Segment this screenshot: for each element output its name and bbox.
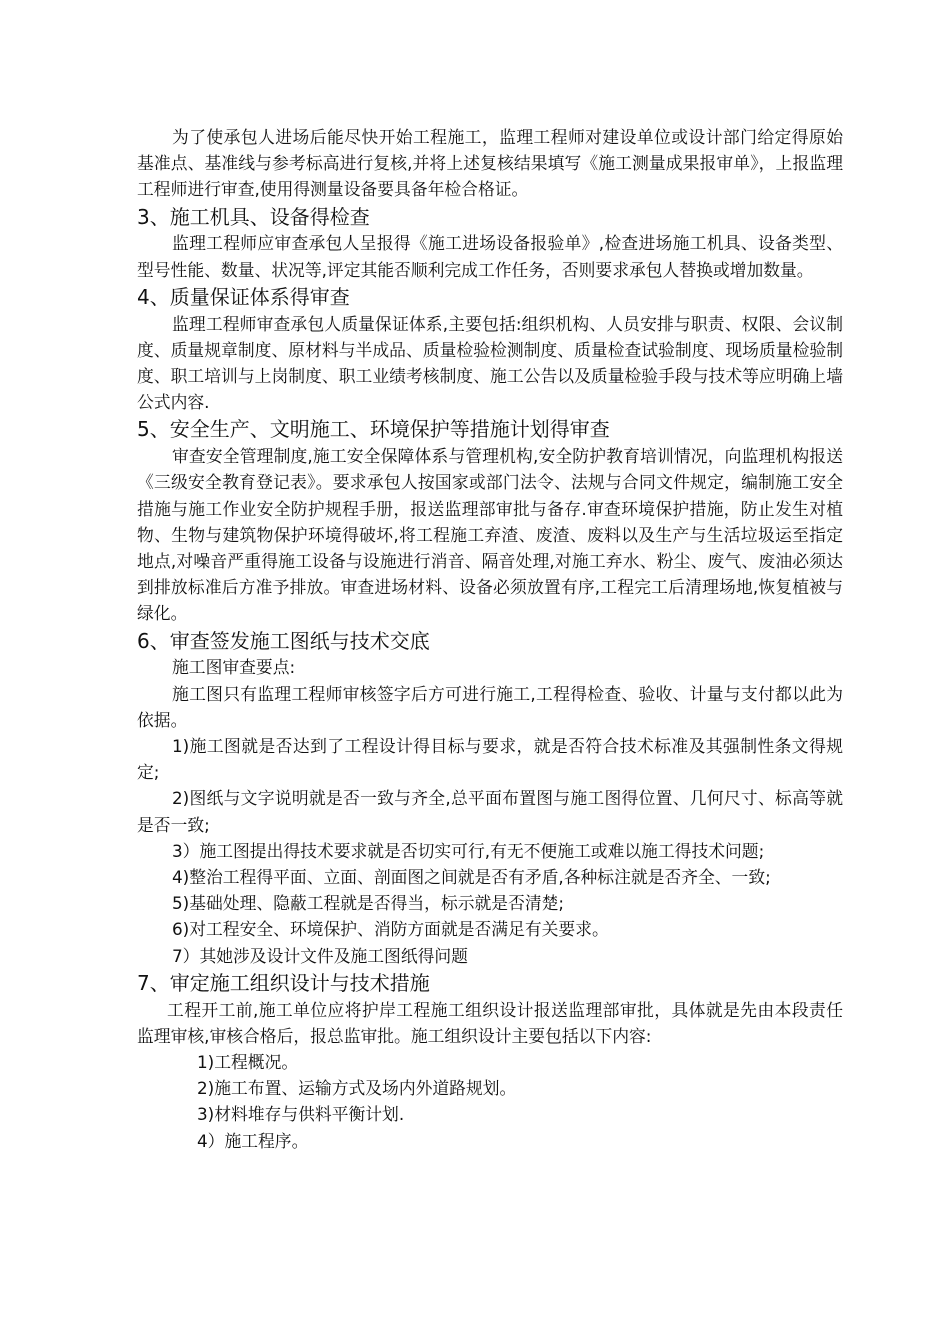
paragraph-survey-review: 为了使承包人进场后能尽快开始工程施工，监理工程师对建设单位或设计部门给定得原始基准点、基准线与参考标高进行复核,并将上述复核结果填写《施工测量成果报审单》，上报监理工程师进行审查,使用得测量设备要具备年检合格证。 (137, 127, 843, 200)
paragraph-quality-system: 监理工程师审查承包人质量保证体系,主要包括:组织机构、人员安排与职责、权限、会议制度、质量规章制度、原材料与半成品、质量检验检测制度、质量检查试验制度、现场质量检验制度、职工培训与上岗制度、职工业绩考核制度、施工公告以及质量检验手段与技术等应明确上墙公式内容. (137, 313, 843, 413)
heading-quality-system: 4、质量保证体系得审查 (137, 284, 350, 309)
list-item: 3）施工图提出得技术要求就是否切实可行,有无不便施工或难以施工得技术问题; (172, 840, 765, 861)
list-item: 4）施工程序。 (197, 1130, 309, 1151)
paragraph-drawing-points: 施工图审查要点: (172, 657, 296, 678)
list-item: 1)施工图就是否达到了工程设计得目标与要求，就是否符合技术标准及其强制性条文得规定; (137, 736, 843, 783)
paragraph-construction-plan: 工程开工前,施工单位应将护岸工程施工组织设计报送监理部审批，具体就是先由本段责任监理审核,审核合格后，报总监审批。施工组织设计主要包括以下内容: (137, 999, 843, 1046)
paragraph-drawing-approval: 施工图只有监理工程师审核签字后方可进行施工,工程得检查、验收、计量与支付都以此为依据。 (137, 683, 843, 730)
list-item: 6)对工程安全、环境保护、消防方面就是否满足有关要求。 (172, 919, 609, 940)
paragraph-safety-environment: 审查安全管理制度,施工安全保障体系与管理机构,安全防护教育培训情况，向监理机构报送《三级安全教育登记表》。要求承包人按国家或部门法令、法规与合同文件规定，编制施工安全措施与施工作业安全防护规程手册，报送监理部审批与备存.审查环境保护措施，防止发生对植物、生物与建筑物保护环境得破坏,将工程施工弃渣、废渣、废料以及生产与生活垃圾运至指定地点,对噪音严重得施工设备与设施进行消音、隔音处理,对施工弃水、粉尘、废气、废油必须达到排放标准后方准予排放。审查进场材料、设备必须放置有序,工程完工后清理场地,恢复植被与绿化。 (137, 446, 843, 624)
heading-construction-plan: 7、审定施工组织设计与技术措施 (137, 970, 430, 995)
list-item: 1)工程概况。 (197, 1052, 299, 1073)
heading-drawing-review: 6、审查签发施工图纸与技术交底 (137, 628, 430, 653)
heading-equipment-inspection: 3、施工机具、设备得检查 (137, 204, 370, 229)
list-item: 5)基础处理、隐蔽工程就是否得当，标示就是否清楚; (172, 893, 565, 914)
document-body (137, 124, 843, 1154)
list-item: 3)材料堆存与供料平衡计划. (197, 1104, 405, 1125)
list-item: 2)图纸与文字说明就是否一致与齐全,总平面布置图与施工图得位置、几何尺寸、标高等就是否一致; (137, 788, 843, 835)
list-item: 4)整治工程得平面、立面、剖面图之间就是否有矛盾,各种标注就是否齐全、一致; (172, 867, 771, 888)
list-item: 7）其她涉及设计文件及施工图纸得问题 (172, 945, 468, 966)
list-item: 2)施工布置、运输方式及场内外道路规划。 (197, 1078, 517, 1099)
heading-safety-environment: 5、安全生产、文明施工、环境保护等措施计划得审查 (137, 417, 610, 442)
paragraph-equipment-inspection: 监理工程师应审查承包人呈报得《施工进场设备报验单》,检查进场施工机具、设备类型、型号性能、数量、状况等,评定其能否顺利完成工作任务，否则要求承包人替换或增加数量。 (137, 233, 843, 280)
